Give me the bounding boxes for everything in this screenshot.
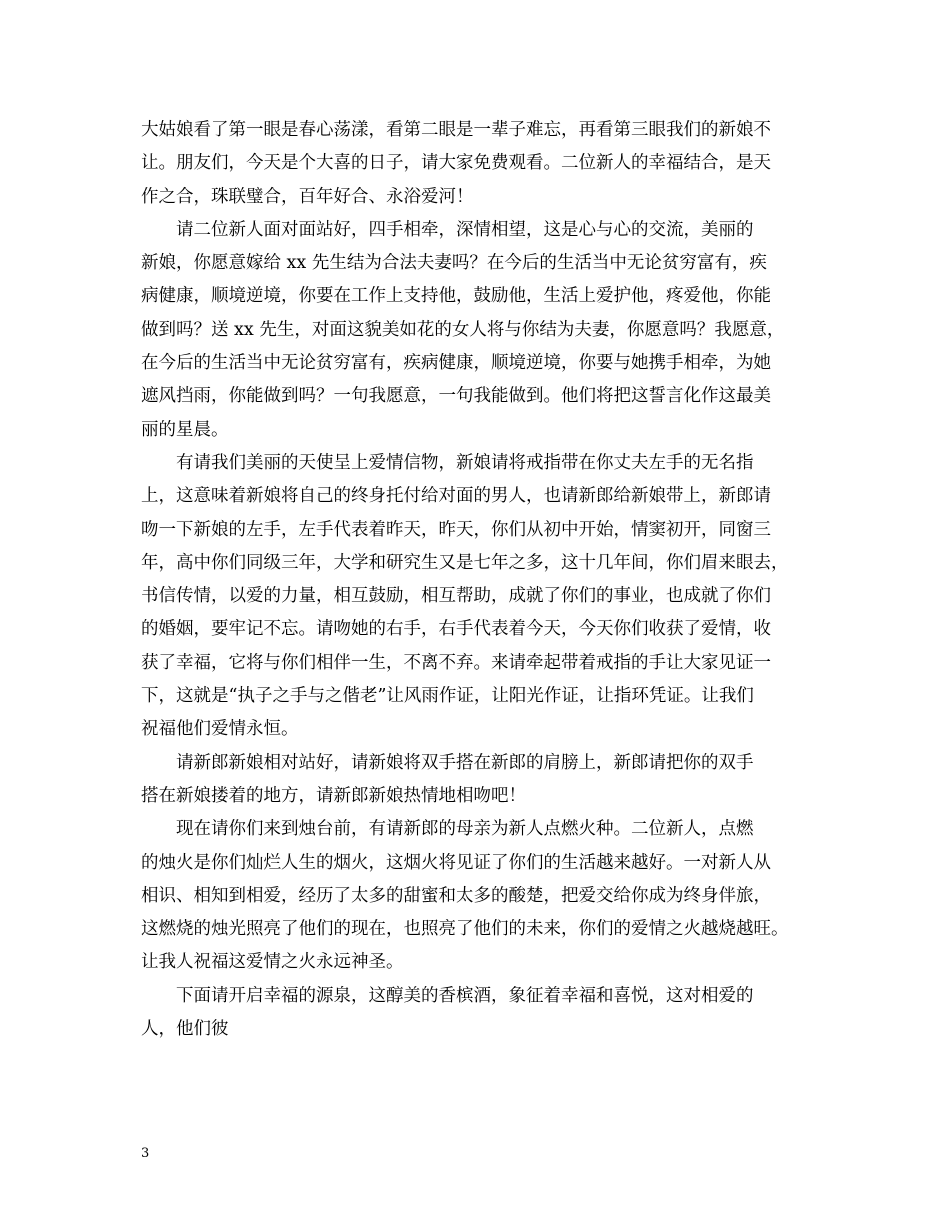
text-line: 遮风挡雨，你能做到吗？一句我愿意，一句我能做到。他们将把这誓言化作这最美: [141, 386, 771, 407]
text-line: 下面请开启幸福的源泉，这醇美的香槟酒，象征着幸福和喜悦，这对相爱的: [141, 985, 754, 1006]
text-line: 让。朋友们，今天是个大喜的日子，请大家免费观看。二位新人的幸福结合，是天: [141, 153, 771, 174]
text-line: 请二位新人面对面站好，四手相牵，深情相望，这是心与心的交流，美丽的: [141, 219, 754, 240]
text-line: 下，这就是“执子之手与之偕老”让风雨作证，让阳光作证，让指环凭证。让我们: [141, 686, 754, 707]
text-line: 现在请你们来到烛台前，有请新郎的母亲为新人点燃火种。二位新人，点燃: [141, 819, 754, 840]
text-line: 这燃烧的烛光照亮了他们的现在，也照亮了他们的未来，你们的爱情之火越烧越旺。: [141, 919, 789, 940]
text-line: 人，他们彼: [141, 1019, 229, 1040]
text-line: 上，这意味着新娘将自己的终身托付给对面的男人，也请新郎给新娘带上，新郎请: [141, 486, 771, 507]
text-line: 书信传情，以爱的力量，相互鼓励，相互帮助，成就了你们的事业，也成就了你们: [141, 586, 771, 607]
text-line: 获了幸福，它将与你们相伴一生，不离不弃。来请牵起带着戒指的手让大家见证一: [141, 652, 771, 673]
text-line: 有请我们美丽的天使呈上爱情信物，新娘请将戒指带在你丈夫左手的无名指: [141, 452, 754, 473]
text-line: 请新郎新娘相对站好，请新娘将双手搭在新郎的肩膀上，新郎请把你的双手: [141, 752, 754, 773]
text-line: 做到吗？送 xx 先生，对面这貌美如花的女人将与你结为夫妻，你愿意吗？我愿意，: [141, 319, 785, 340]
text-line: 相识、相知到相爱，经历了太多的甜蜜和太多的酸楚，把爱交给你成为终身伴旅，: [141, 885, 771, 906]
text-line: 吻一下新娘的左手，左手代表着昨天，昨天，你们从初中开始，情窦初开，同窗三: [141, 519, 771, 540]
text-line: 搭在新娘搂着的地方，请新郎新娘热情地相吻吧！: [141, 785, 526, 806]
page-number: 3: [141, 1146, 150, 1161]
text-line: 祝福他们爱情永恒。: [141, 719, 299, 740]
text-line: 在今后的生活当中无论贫穷富有，疾病健康，顺境逆境，你要与她携手相牵，为她: [141, 353, 771, 374]
text-line: 大姑娘看了第一眼是春心荡漾，看第二眼是一辈子难忘，再看第三眼我们的新娘不: [141, 120, 771, 140]
text-line: 作之合，珠联璧合，百年好合、永浴爱河！: [141, 186, 474, 207]
text-line: 丽的星晨。: [141, 419, 229, 440]
text-line: 让我人祝福这爱情之火永远神圣。: [141, 952, 404, 973]
text-line: 年，高中你们同级三年，大学和研究生又是七年之多，这十几年间，你们眉来眼去，: [141, 552, 789, 573]
text-line: 新娘，你愿意嫁给 xx 先生结为合法夫妻吗？在今后的生活当中无论贫穷富有，疾: [141, 253, 767, 274]
text-line: 的烛火是你们灿烂人生的烟火，这烟火将见证了你们的生活越来越好。一对新人从: [141, 852, 771, 873]
text-line: 的婚姻，要牢记不忘。请吻她的右手，右手代表着今天，今天你们收获了爱情，收: [141, 619, 771, 640]
body-text: [141, 114, 821, 1046]
text-line: 病健康，顺境逆境，你要在工作上支持他，鼓励他，生活上爱护他，疼爱他，你能: [141, 286, 771, 307]
